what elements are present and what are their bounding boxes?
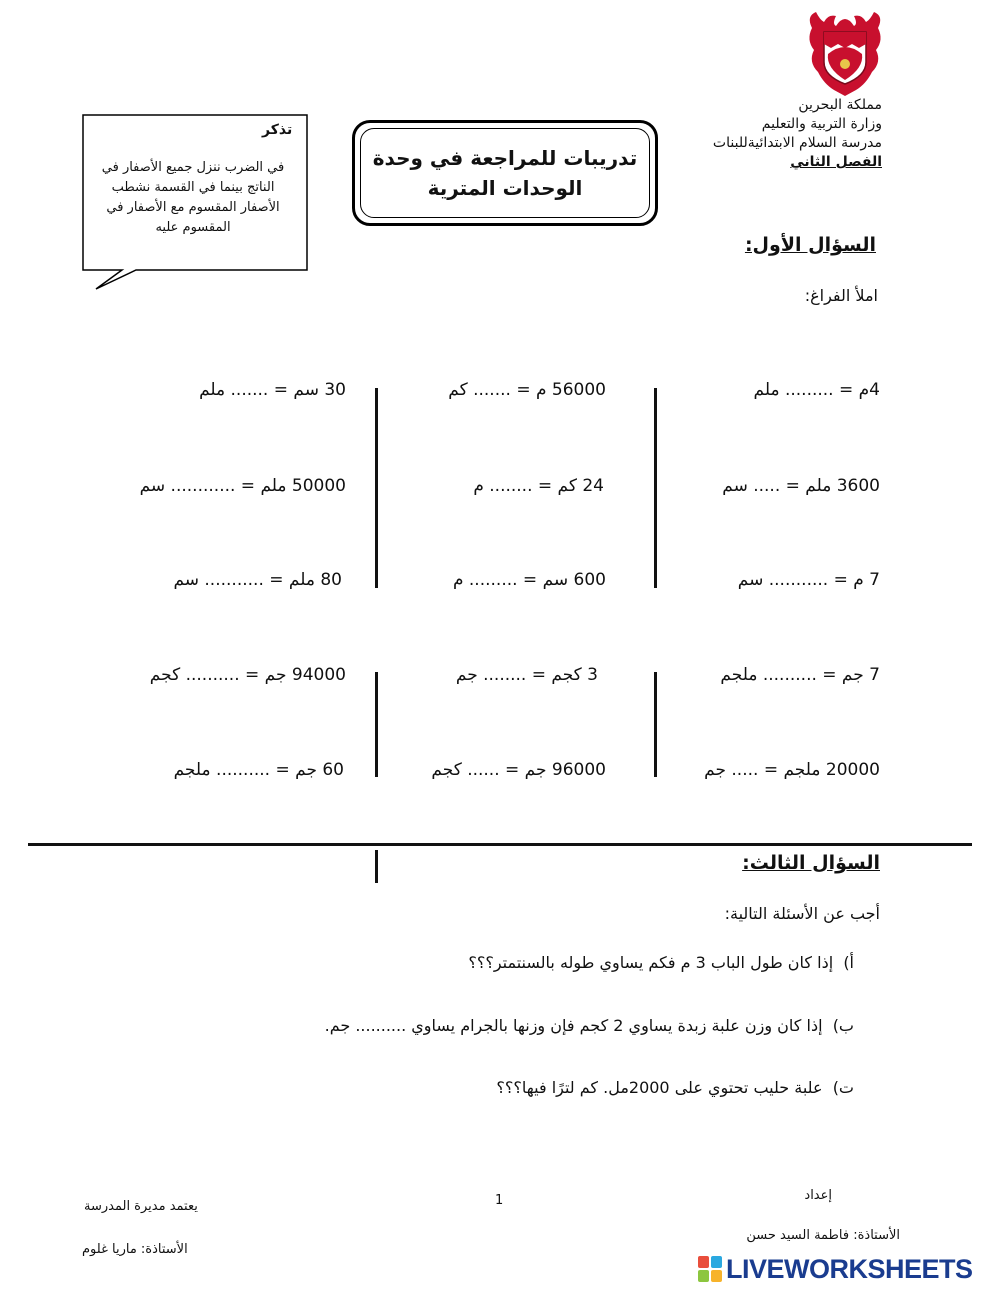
conversion-item[interactable]: 7 م = ........... سم [737, 570, 880, 590]
question3-item [496, 1078, 854, 1097]
title-line-1: تدريبات للمراجعة في وحدة [372, 146, 638, 170]
brand-name: LIVEWORKSHEETS [726, 1253, 973, 1284]
conversion-item[interactable]: 30 سم = ....... ملم [199, 380, 346, 400]
worksheet-title-box [352, 120, 658, 226]
bahrain-emblem [806, 10, 884, 98]
conversion-item[interactable]: 4م = ......... ملم [753, 380, 880, 400]
conversion-item[interactable]: 60 جم = .......... ملجم [173, 760, 344, 780]
approved-by: الأستاذة: ماريا غلوم [82, 1242, 188, 1257]
column-divider [654, 388, 657, 588]
question3-instruction: أجب عن الأسئلة التالية: [724, 904, 880, 923]
conversion-item[interactable]: 7 جم = .......... ملجم [720, 665, 880, 685]
column-divider [375, 850, 378, 883]
term-label: الفصل الثاني [790, 154, 882, 170]
item-label: أ) [843, 953, 854, 972]
question3-heading: السؤال الثالث: [742, 852, 880, 874]
conversion-item[interactable]: 20000 ملجم = ..... جم [704, 760, 880, 780]
item-text[interactable]: إذا كان وزن علبة زبدة يساوي 2 كجم فإن وزنها بالجرام يساوي .......... جم. [324, 1016, 823, 1035]
conversion-item[interactable]: 24 كم = ........ م [473, 476, 604, 496]
item-label: ب) [832, 1016, 854, 1035]
section-divider [28, 843, 972, 846]
prepared-label: إعداد [804, 1188, 832, 1203]
prepared-by: الأستاذة: فاطمة السيد حسن [746, 1228, 900, 1243]
question3-item [325, 1016, 854, 1035]
conversion-item[interactable]: 80 ملم = ........... سم [173, 570, 342, 590]
reminder-title: تذكر [262, 122, 293, 138]
column-divider [375, 388, 378, 588]
item-text[interactable]: علبة حليب تحتوي على 2000مل. كم لترًا فيها؟؟؟ [496, 1078, 823, 1097]
conversion-item[interactable]: 3 كجم = ........ جم [455, 665, 598, 685]
item-label: ت) [832, 1078, 854, 1097]
item-text[interactable]: إذا كان طول الباب 3 م فكم يساوي طوله بالسنتمتر؟؟؟ [468, 953, 834, 972]
conversion-item[interactable]: 50000 ملم = ............ سم [139, 476, 346, 496]
conversion-item[interactable]: 96000 جم = ...... كجم [431, 760, 606, 780]
liveworksheets-logo[interactable] [698, 1254, 973, 1284]
column-divider [654, 672, 657, 777]
question1-heading: السؤال الأول: [744, 234, 876, 256]
kingdom-name: مملكة البحرين [798, 97, 882, 113]
ministry-name: وزارة التربية والتعليم [761, 116, 882, 132]
conversion-item[interactable]: 600 سم = ......... م [452, 570, 606, 590]
school-info [713, 96, 882, 172]
conversion-item[interactable]: 3600 ملم = ..... سم [722, 476, 880, 496]
page-number: 1 [495, 1193, 504, 1208]
school-name: مدرسة السلام الابتدائيةللبنات [712, 135, 882, 151]
reminder-text: في الضرب ننزل جميع الأصفار في الناتج بينما في القسمة نشطب الأصفار المقسوم مع الأصفار في المقسوم عليه [101, 160, 285, 235]
approval-label: يعتمد مديرة المدرسة [84, 1199, 198, 1214]
column-divider [375, 672, 378, 777]
question3-item [468, 953, 854, 972]
question1-instruction: املأ الفراغ: [804, 286, 878, 305]
liveworksheets-icon [698, 1256, 722, 1282]
conversion-item[interactable]: 56000 م = ....... كم [448, 380, 606, 400]
title-line-2: الوحدات المترية [427, 176, 583, 200]
conversion-item[interactable]: 94000 جم = .......... كجم [149, 665, 346, 685]
